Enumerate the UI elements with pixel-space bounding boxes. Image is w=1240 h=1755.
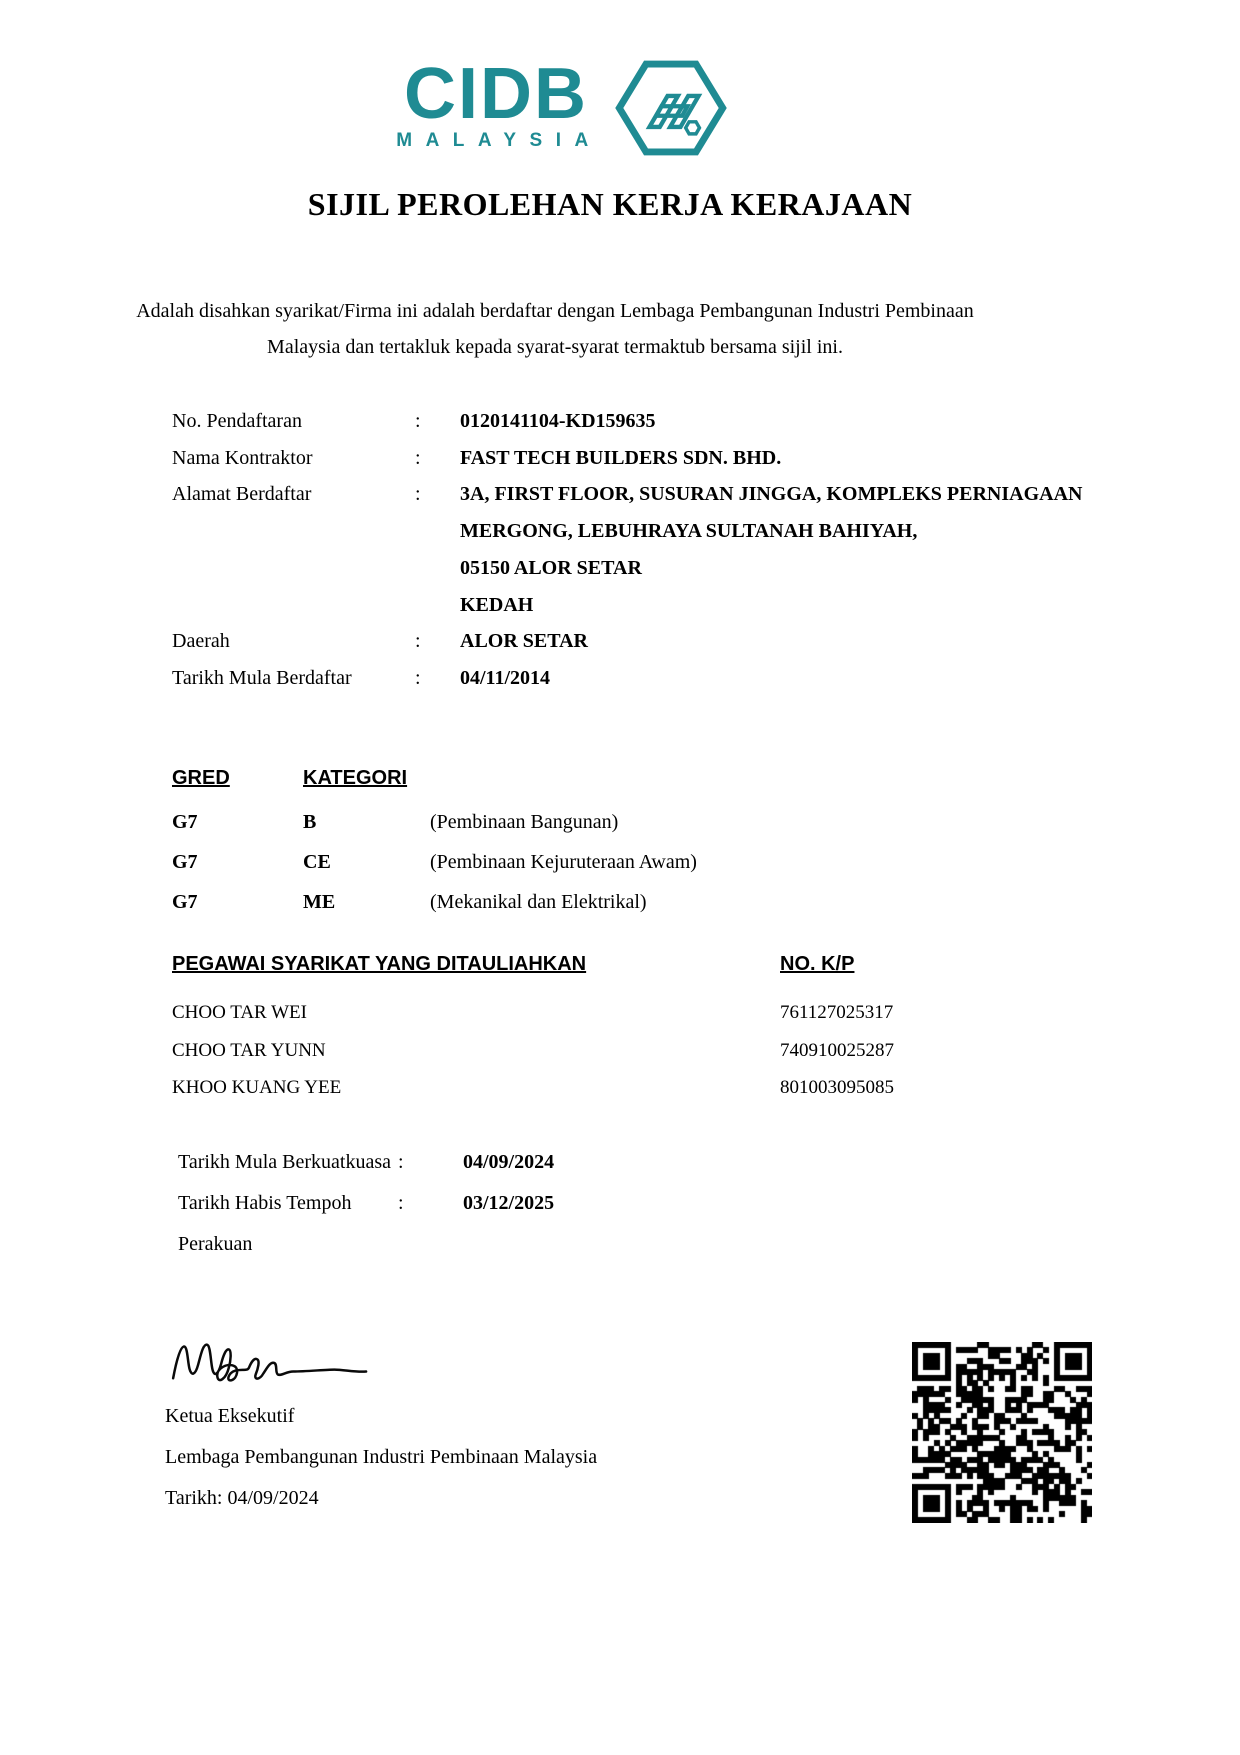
- address-line-3: 05150 ALOR SETAR: [460, 556, 642, 579]
- intro-paragraph: [0, 293, 1110, 365]
- grade-row: [172, 882, 972, 922]
- colon: :: [398, 1192, 404, 1214]
- officer-ic-number: 801003095085: [780, 1077, 894, 1098]
- registered-address: [460, 476, 1152, 623]
- colon: :: [415, 410, 421, 432]
- officers-header-kp: NO. K/P: [780, 953, 855, 975]
- detail-row-tarikh-mula-berdaftar: [172, 660, 1152, 697]
- cidb-logo: [0, 54, 1120, 158]
- first-registered-date: 04/11/2014: [460, 666, 551, 689]
- signature-block: [165, 1336, 805, 1519]
- qr-code: [912, 1342, 1092, 1523]
- grades-table: [172, 766, 972, 922]
- detail-row-daerah: [172, 623, 1152, 660]
- expiry-date-row: [178, 1183, 878, 1265]
- organization-name: Lembaga Pembangunan Industri Pembinaan Malaysia: [165, 1446, 598, 1468]
- address-line-2: MERGONG, LEBUHRAYA SULTANAH BAHIYAH,: [460, 520, 918, 543]
- contractor-name: FAST TECH BUILDERS SDN. BHD.: [460, 446, 782, 469]
- intro-line-2: Malaysia dan tertakluk kepada syarat-syarat termaktub bersama sijil ini.: [267, 336, 843, 358]
- effective-date-value: 04/09/2024: [463, 1151, 555, 1173]
- grade-value: G7: [172, 851, 198, 873]
- officers-header-name: PEGAWAI SYARIKAT YANG DITAULIAHKAN: [172, 953, 587, 975]
- colon: :: [415, 630, 421, 653]
- colon: :: [415, 446, 421, 469]
- certificate-title: SIJIL PEROLEHAN KERJA KERAJAAN: [307, 186, 913, 222]
- detail-label: Tarikh Mula Berdaftar: [172, 666, 352, 689]
- officer-ic-number: 740910025287: [780, 1039, 894, 1061]
- expiry-date-value: 03/12/2025: [463, 1192, 555, 1214]
- grade-value: G7: [172, 811, 198, 833]
- category-description: (Pembinaan Kejuruteraan Awam): [430, 851, 697, 873]
- grade-row: [172, 842, 972, 882]
- district: ALOR SETAR: [460, 630, 588, 653]
- officer-row: [172, 994, 1132, 1032]
- category-description: (Mekanikal dan Elektrikal): [430, 891, 647, 913]
- grades-header-gred: GRED: [172, 767, 230, 789]
- registration-number: 0120141104-KD159635: [460, 410, 656, 432]
- category-code: CE: [303, 851, 331, 873]
- signature-icon: [165, 1336, 380, 1384]
- registration-details: [172, 403, 1152, 697]
- detail-label: Alamat Berdaftar: [172, 483, 312, 506]
- detail-row-nama-kontraktor: [172, 440, 1152, 477]
- grades-header-kategori: KATEGORI: [303, 767, 408, 789]
- officer-name: KHOO KUANG YEE: [172, 1077, 342, 1098]
- grade-row: [172, 802, 972, 842]
- address-line-1: 3A, FIRST FLOOR, SUSURAN JINGGA, KOMPLEKS PERNIAGAAN: [460, 483, 1083, 506]
- officer-row: [172, 1069, 1132, 1107]
- category-code: B: [303, 811, 317, 833]
- validity-dates: [178, 1142, 878, 1265]
- officers-header-row: [172, 952, 1132, 976]
- intro-line-1: Adalah disahkan syarikat/Firma ini adalah berdaftar dengan Lembaga Pembangunan Industri Pembinaan: [136, 300, 974, 322]
- grades-header-row: [172, 766, 972, 790]
- expiry-date-label: Tarikh Habis Tempoh Perakuan: [178, 1192, 352, 1255]
- grade-value: G7: [172, 891, 198, 913]
- officers-table: [172, 952, 1132, 1107]
- detail-label: Nama Kontraktor: [172, 446, 313, 469]
- brand-country: MALAYSIA: [396, 130, 602, 151]
- detail-label: Daerah: [172, 630, 230, 653]
- signer-title: Ketua Eksekutif: [165, 1405, 295, 1427]
- detail-row-no-pendaftaran: [172, 403, 1152, 440]
- officer-ic-number: 761127025317: [780, 1002, 894, 1023]
- category-code: ME: [303, 891, 336, 913]
- address-line-4: KEDAH: [460, 593, 534, 616]
- cidb-hexagon-icon: [612, 58, 730, 158]
- effective-date-label: Tarikh Mula Berkuatkuasa: [178, 1151, 391, 1173]
- detail-row-alamat-berdaftar: [172, 476, 1152, 623]
- colon: :: [415, 483, 421, 506]
- officer-row: [172, 1032, 1132, 1070]
- effective-date-row: [178, 1142, 878, 1183]
- officer-name: CHOO TAR YUNN: [172, 1039, 326, 1061]
- colon: :: [398, 1151, 404, 1173]
- officer-name: CHOO TAR WEI: [172, 1002, 307, 1023]
- category-description: (Pembinaan Bangunan): [430, 811, 619, 833]
- detail-label: No. Pendaftaran: [172, 410, 302, 432]
- issue-date: Tarikh: 04/09/2024: [165, 1487, 319, 1509]
- colon: :: [415, 666, 421, 689]
- brand-name: CIDB: [403, 54, 588, 134]
